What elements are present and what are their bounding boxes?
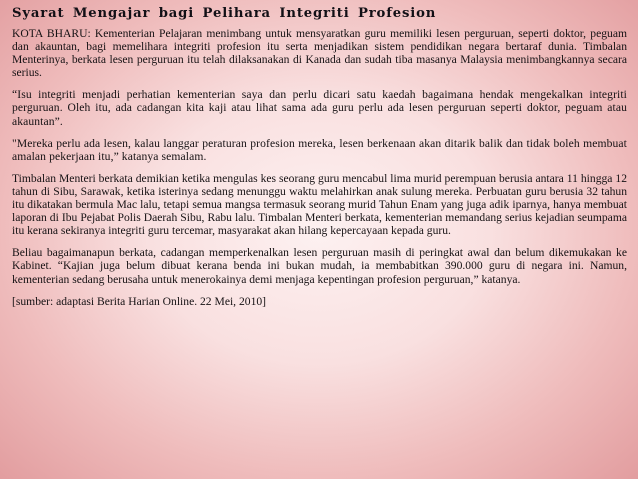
article-title: Syarat Mengajar bagi Pelihara Integriti Profesion (12, 6, 437, 21)
article-paragraph-3: "Mereka perlu ada lesen, kalau langgar peraturan profesion mereka, lesen berkenaan akan ditarik balik dan tidak boleh membuat amalan pekerjaan itu,” katanya semalam. (12, 136, 627, 163)
article-source: [sumber: adaptasi Berita Harian Online. 22 Mei, 2010] (12, 294, 267, 308)
article-paragraph-2: “Isu integriti menjadi perhatian kementerian saya dan perlu dicari satu kaedah bagaimana hendak mengekalkan integriti perguruan. Oleh itu, ada cadangan kita kaji atau lihat sama ada guru perlu ada lesen perguruan seperti doktor, peguam atau akauntan”. (12, 88, 627, 128)
article-paragraph-1: KOTA BHARU: Kementerian Pelajaran menimbang untuk mensyaratkan guru memiliki lesen perguruan, seperti doktor, peguam dan akauntan, bagi memelihara integriti profesion itu serta menjadikan sistem pendidikan negara bertaraf dunia. Timbalan Menterinya, berkata lesen perguruan itu telah dilaksanakan di Kanada dan sudah tiba masanya Malaysia menimbangkannya secara serius. (12, 27, 627, 80)
article-paragraph-5: Beliau bagaimanapun berkata, cadangan memperkenalkan lesen perguruan masih di peringkat awal dan belum dikemukakan ke Kabinet. “Kajian juga belum dibuat kerana benda ini bukan mudah, ia membabitkan 390.000 guru di negara ini. Namun, kementerian sedang berusaha untuk menerokainya demi menjaga kepentingan profesion perguruan,” katanya. (12, 246, 627, 286)
article-paragraph-4: Timbalan Menteri berkata demikian ketika mengulas kes seorang guru mencabul lima murid perempuan berusia antara 11 hingga 12 tahun di Sibu, Sarawak, ketika isterinya sedang menunggu waktu melahirkan anak sulung mereka. Perbuatan guru berusia 32 tahun itu dikatakan bermula Mac lalu, tetapi semua mangsa termasuk seorang murid Tahun Enam yang juga adik iparnya, hanya membuat laporan di Ibu Pejabat Polis Daerah Sibu, Rabu lalu. Timbalan Menteri berkata, kementerian memandang serius kejadian seumpama itu kerana sekiranya integriti guru tercemar, masyarakat akan hilang kepercayaan kepada guru. (12, 171, 627, 238)
